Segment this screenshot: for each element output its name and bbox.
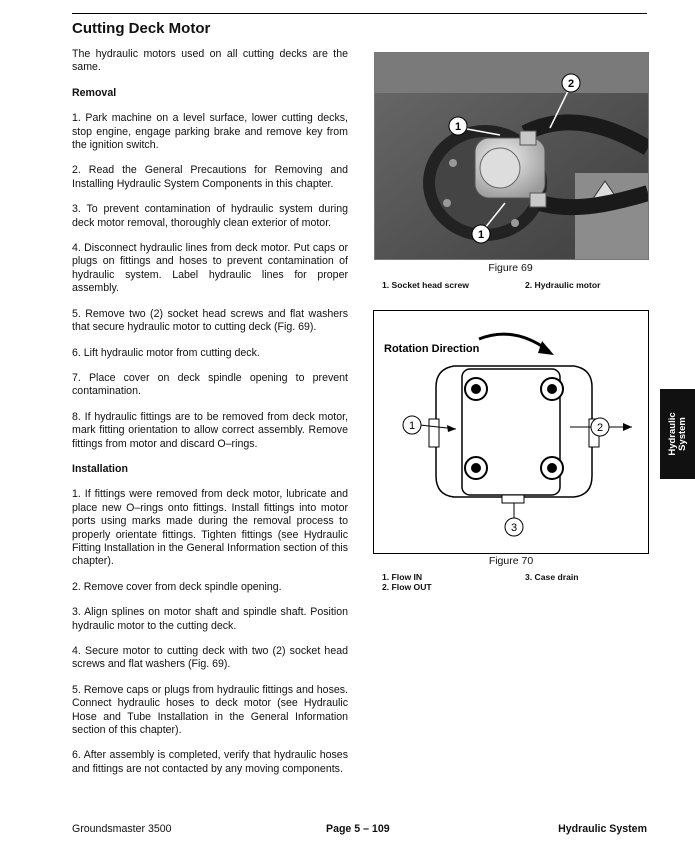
intro-paragraph: The hydraulic motors used on all cutting decks are the same. <box>72 48 348 74</box>
removal-step: 2. Read the General Precautions for Removing and Installing Hydraulic System Components in this chapter. <box>72 164 348 190</box>
rotation-direction-label: Rotation Direction <box>384 343 480 355</box>
top-rule <box>72 13 647 14</box>
removal-step: 8. If hydraulic fittings are to be removed from deck motor, mark fitting orientation to allow correct assembly. Remove fittings from motor and discard O–rings. <box>72 410 348 450</box>
removal-step: 7. Place cover on deck spindle opening to prevent contamination. <box>72 371 348 398</box>
figure-70-diagram <box>373 310 649 554</box>
figure-70-callout-1: 1 <box>408 420 416 432</box>
figure-69-photo <box>374 52 649 260</box>
figure-69-callout-2: 2 <box>567 78 575 90</box>
installation-step: 4. Secure motor to cutting deck with two (2) socket head screws and flat washers (Fig. 69). <box>72 645 348 671</box>
installation-step: 5. Remove caps or plugs from hydraulic fittings and hoses. Connect hydraulic hoses to deck motor (see Hydraulic Hose and Tube Installation in the General Information section of this chapter). <box>72 683 348 737</box>
figure-70-callout-2: 2 <box>596 422 604 434</box>
installation-step: 1. If fittings were removed from deck motor, lubricate and place new O–rings onto fittings. Install fittings into motor ports using marks made during the removal process to properly orientate fittings. Tighten fittings (see Hydraulic Fitting Installation in the General Information section of this chapter). <box>72 488 348 568</box>
port-bottom-right <box>541 457 563 479</box>
figure-69-callout-1b: 1 <box>477 229 485 241</box>
port-bottom-left <box>465 457 487 479</box>
removal-step: 3. To prevent contamination of hydraulic system during deck motor removal, thoroughly clean exterior of motor. <box>72 203 348 229</box>
section-tab-label <box>668 412 688 455</box>
figure-70-callout-3: 3 <box>510 522 518 534</box>
legend-item: 1. Flow IN <box>382 572 423 582</box>
figure-69-caption: Figure 69 <box>488 262 533 274</box>
figure-69-legend <box>382 280 647 292</box>
port-top-left <box>465 378 487 400</box>
figure-69-callout-1: 1 <box>454 121 462 133</box>
installation-step: 3. Align splines on motor shaft and spindle shaft. Position hydraulic motor to the cutting deck. <box>72 606 348 632</box>
removal-step: 4. Disconnect hydraulic lines from deck motor. Put caps or plugs on fittings and hoses to prevent contamination of hydraulic system. Label hydraulic lines for proper assembly. <box>72 242 348 295</box>
removal-step: 5. Remove two (2) socket head screws and flat washers that secure hydraulic motor to cutting deck (Fig. 69). <box>72 307 348 334</box>
removal-step: 1. Park machine on a level surface, lower cutting decks, stop engine, engage parking brake and remove key from the ignition switch. <box>72 112 348 152</box>
section-tab <box>660 389 695 479</box>
section-tab-line-2: System <box>676 417 688 451</box>
body-text-column <box>72 48 348 788</box>
legend-item: 3. Case drain <box>525 572 579 582</box>
installation-step: 6. After assembly is completed, verify that hydraulic hoses and fittings are not contacted by any moving components. <box>72 749 348 775</box>
footer-page-number: Page 5 – 109 <box>326 823 390 835</box>
removal-step: 6. Lift hydraulic motor from cutting deck. <box>72 346 260 359</box>
removal-heading: Removal <box>72 86 117 99</box>
installation-heading: Installation <box>72 462 128 475</box>
installation-step: 2. Remove cover from deck spindle opening. <box>72 580 282 593</box>
legend-item: 1. Socket head screw <box>382 280 469 290</box>
figure-70-legend <box>382 572 647 596</box>
section-tab-line-1: Hydraulic <box>666 412 678 456</box>
port-top-right <box>541 378 563 400</box>
page-title: Cutting Deck Motor <box>72 20 211 37</box>
footer-left: Groundsmaster 3500 <box>72 823 172 835</box>
footer-right: Hydraulic System <box>558 823 647 835</box>
legend-item: 2. Flow OUT <box>382 582 432 592</box>
figure-70-caption: Figure 70 <box>488 555 534 567</box>
legend-item: 2. Hydraulic motor <box>525 280 601 290</box>
